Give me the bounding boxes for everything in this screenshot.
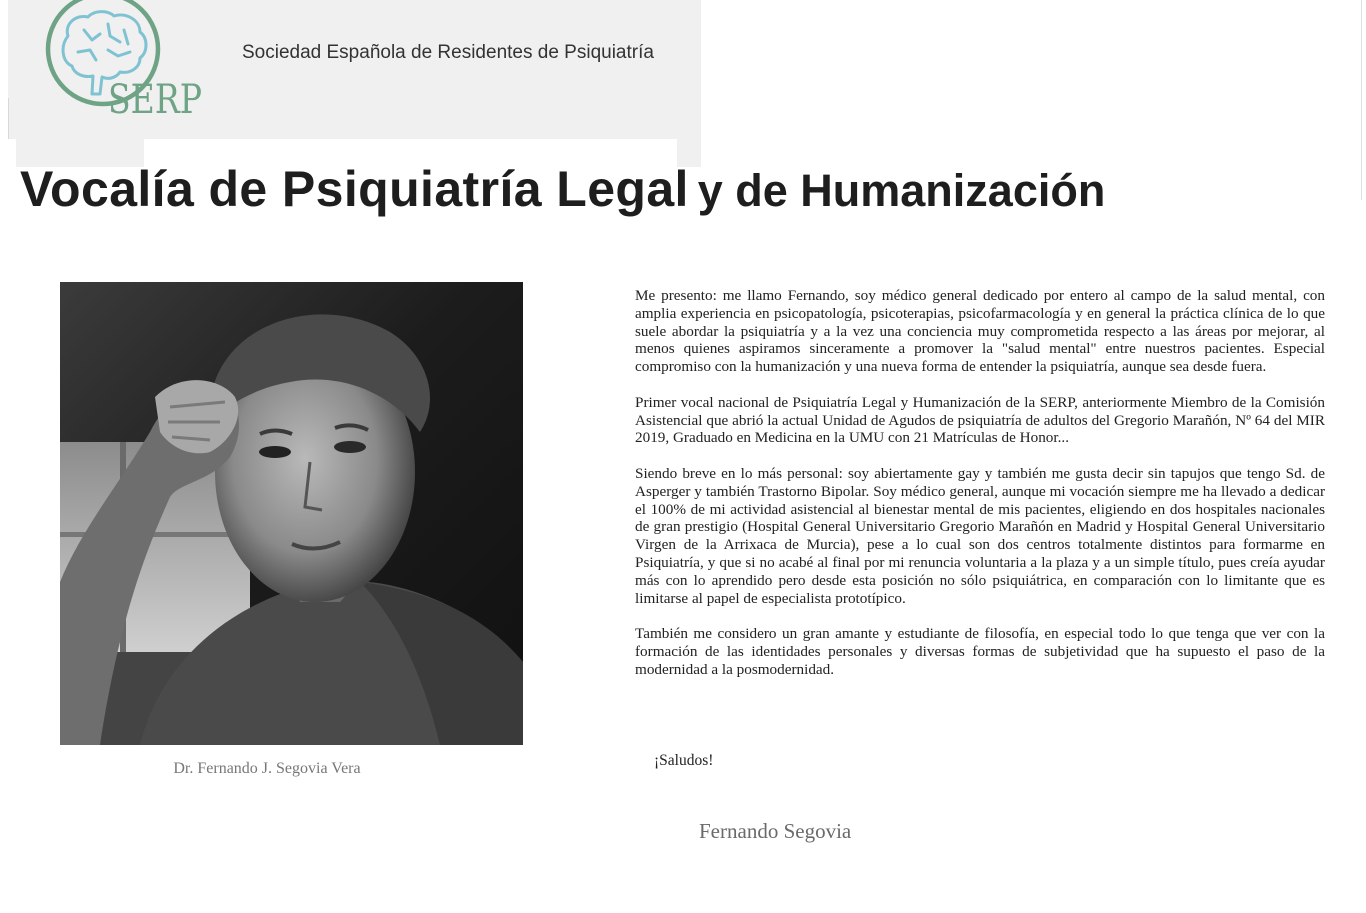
divider xyxy=(8,98,9,139)
profile-photo xyxy=(60,282,523,745)
divider xyxy=(1361,0,1362,200)
paragraph: Me presento: me llamo Fernando, soy médico general dedicado por entero al campo de la salud mental, con amplia experiencia en psicopatología, psicoterapias, psicofarmacología y en general la práctica clínica de lo que suele abordar la psiquiatría y a la vez una conciencia muy comprometida respecto a las áreas por mejorar, al menos quienes aspiramos sinceramente a promover la "salud mental" entre nuestros pacientes. Especial compromiso con la humanización y una nueva forma de entender la psiquiatría, aunque sea desde fuera. xyxy=(635,287,1325,376)
paragraph: Siendo breve en lo más personal: soy abiertamente gay y también me gusta decir sin tapujos que tengo Sd. de Asperger y también Trastorno Bipolar. Soy médico general, aunque mi vocación siempre me ha llevado a dedicar el 100% de mi actividad asistencial al bienestar mental de mis pacientes, eligiendo en dos hospitales nacionales de gran prestigio (Hospital General Universitario Gregorio Marañón en Madrid y Hospital General Universitario Virgen de la Arrixaca de Murcia), pese a lo cual son dos centros totalmente distintos para formarme en Psiquiatría, y que si no acabé al final por mi renuncia voluntaria a la plaza y a un simple título, pues creía ayudar más con lo aprendido pero desde esta posición no sólo psiquiátrica, en comparación con lo limitante que es limitarse al papel de especialista prototípico. xyxy=(635,464,1325,607)
paragraph: Primer vocal nacional de Psiquiatría Legal y Humanización de la SERP, anteriormente Miembro de la Comisión Asistencial que abrió la actual Unidad de Agudos de psiquiatría de adultos del Gregorio Marañón, Nº 64 del MIR 2019, Graduado en Medicina en la UMU con 21 Matrículas de Honor... xyxy=(635,393,1325,447)
signature: Fernando Segovia xyxy=(699,819,852,843)
biography-text xyxy=(635,287,1325,696)
page-title xyxy=(20,161,1106,217)
organization-name: Sociedad Española de Residentes de Psiquiatría xyxy=(242,42,654,63)
greeting: ¡Saludos! xyxy=(654,752,714,769)
serp-logo[interactable] xyxy=(44,0,214,118)
photo-caption: Dr. Fernando J. Segovia Vera xyxy=(173,760,361,777)
page-title-secondary: y de Humanización xyxy=(697,165,1106,216)
logo-text: SERP xyxy=(108,77,202,118)
paragraph: También me considero un gran amante y estudiante de filosofía, en especial todo lo que tenga que ver con la formación de las identidades personales y diversas formas de subjetividad que ha supuesto el paso de la modernidad a la posmodernidad. xyxy=(635,625,1325,678)
page-title-main: Vocalía de Psiquiatría Legal xyxy=(20,161,689,217)
